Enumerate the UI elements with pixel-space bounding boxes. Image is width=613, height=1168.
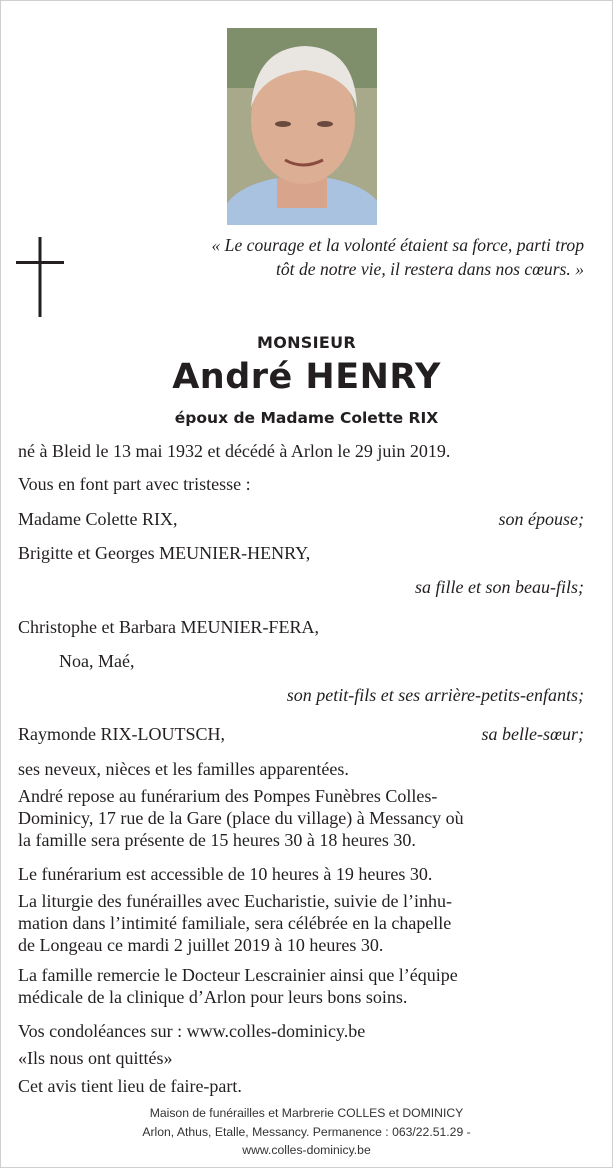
cross-icon xyxy=(16,237,64,317)
family-role-daughter: sa fille et son beau-fils; xyxy=(415,577,584,597)
rest-paragraph xyxy=(18,785,586,851)
liturgy-line-2: mation dans l’intimité familiale, sera célébrée en la chapelle xyxy=(18,913,452,933)
honorific: MONSIEUR xyxy=(256,333,357,352)
spouse-line: époux de Madame Colette RIX xyxy=(174,409,439,427)
family-row-sister-in-law xyxy=(18,723,584,745)
departed-line: «Ils nous ont quittés» xyxy=(18,1048,173,1068)
quote-line-1: « Le courage et la volonté étaient sa force, parti trop xyxy=(211,235,584,255)
family-row-great-grandchildren: Noa, Maé, xyxy=(59,651,135,671)
liturgy-line-3: de Longeau ce mardi 2 juillet 2019 à 10 heures 30. xyxy=(18,935,384,955)
memorial-quote xyxy=(114,233,584,281)
rest-line-3: la famille sera présente de 15 heures 30 à 18 heures 30. xyxy=(18,830,416,850)
family-row-daughter xyxy=(18,542,584,564)
funeral-home-footer xyxy=(1,1104,612,1160)
family-row-grandson xyxy=(18,616,584,638)
family-name: Madame Colette RIX, xyxy=(18,509,178,529)
portrait-photo xyxy=(227,28,377,225)
family-row-spouse xyxy=(18,508,584,530)
footer-website: www.colles-dominicy.be xyxy=(242,1143,371,1157)
family-name: Raymonde RIX-LOUTSCH, xyxy=(18,724,225,744)
rest-line-1: André repose au funérarium des Pompes Funèbres Colles- xyxy=(18,786,438,806)
extended-family-line: ses neveux, nièces et les familles apparentées. xyxy=(18,759,349,779)
liturgy-line-1: La liturgie des funérailles avec Eucharistie, suivie de l’inhu- xyxy=(18,891,453,911)
intro-line: Vous en font part avec tristesse : xyxy=(18,474,251,494)
condolences-line: Vos condoléances sur : www.colles-dominicy.be xyxy=(18,1021,366,1041)
family-name: Christophe et Barbara MEUNIER-FERA, xyxy=(18,617,319,637)
footer-line-1: Maison de funérailles et Marbrerie COLLES et DOMINICY xyxy=(149,1106,464,1120)
rest-line-2: Dominicy, 17 rue de la Gare (place du village) à Messancy où xyxy=(18,808,464,828)
portrait-illustration xyxy=(227,28,377,225)
thanks-line-1: La famille remercie le Docteur Lescrainier ainsi que l’équipe xyxy=(18,965,458,985)
family-role: son épouse; xyxy=(498,509,584,529)
quote-line-2: tôt de notre vie, il restera dans nos cœurs. » xyxy=(275,259,584,279)
notice-line: Cet avis tient lieu de faire-part. xyxy=(18,1076,242,1096)
thanks-paragraph xyxy=(18,964,586,1008)
thanks-line-2: médicale de la clinique d’Arlon pour leurs bons soins. xyxy=(18,987,408,1007)
access-line: Le funérarium est accessible de 10 heures à 19 heures 30. xyxy=(18,864,433,884)
liturgy-paragraph xyxy=(18,890,586,956)
deceased-name: André HENRY xyxy=(172,357,441,397)
birth-death-line: né à Bleid le 13 mai 1932 et décédé à Arlon le 29 juin 2019. xyxy=(18,441,451,461)
family-role: sa belle-sœur; xyxy=(481,724,584,744)
family-name: Brigitte et Georges MEUNIER-HENRY, xyxy=(18,543,311,563)
family-role-grandson: son petit-fils et ses arrière-petits-enfants; xyxy=(286,685,584,705)
footer-line-2: Arlon, Athus, Etalle, Messancy. Permanence : 063/22.51.29 - xyxy=(142,1124,471,1139)
